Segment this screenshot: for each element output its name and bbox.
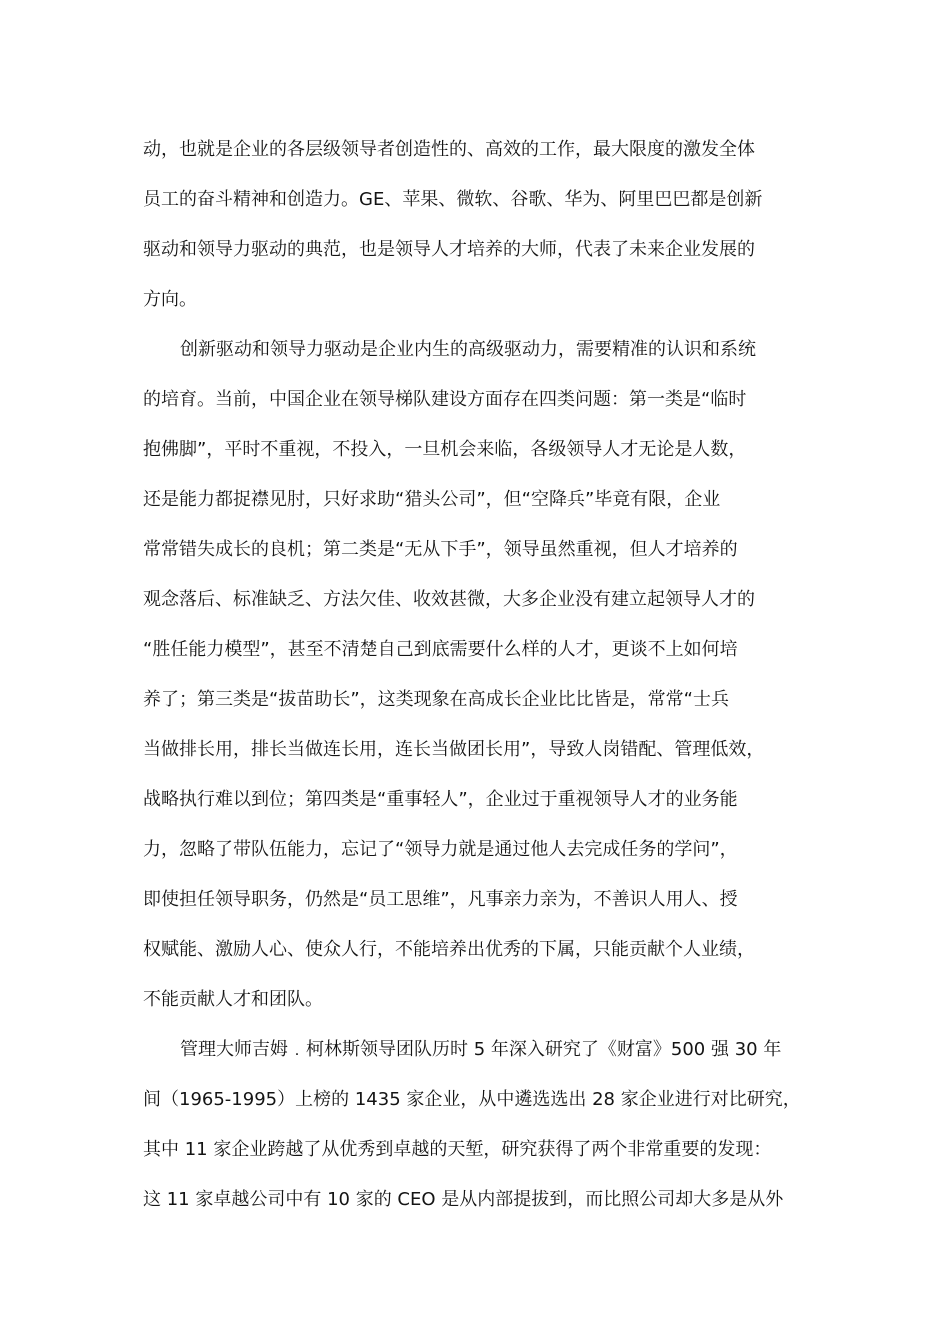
line-text: 的培育。当前，中国企业在领导梯队建设方面存在四类问题：第一类是“临时 bbox=[143, 389, 747, 410]
text-line bbox=[0, 483, 950, 517]
line-text: 间（1965-1995）上榜的 1435 家企业，从中遴选选出 28 家企业进行对比研究， bbox=[143, 1089, 801, 1110]
line-text: 即使担任领导职务，仍然是“员工思维”，凡事亲力亲为，不善识人用人、授 bbox=[143, 889, 738, 910]
line-text: 员工的奋斗精神和创造力。GE、苹果、微软、谷歌、华为、阿里巴巴都是创新 bbox=[143, 189, 763, 210]
text-line bbox=[0, 1183, 950, 1217]
line-text: “胜任能力模型”，甚至不清楚自己到底需要什么样的人才，更谈不上如何培 bbox=[143, 639, 738, 660]
text-line bbox=[0, 283, 950, 317]
line-text: 权赋能、激励人心、使众人行，不能培养出优秀的下属，只能贡献个人业绩， bbox=[143, 939, 755, 960]
text-line bbox=[0, 1133, 950, 1167]
line-text: 管理大师吉姆﹒柯林斯领导团队历时 5 年深入研究了《财富》500 强 30 年 bbox=[180, 1039, 782, 1060]
text-line bbox=[0, 933, 950, 967]
text-line bbox=[0, 1083, 950, 1117]
text-line bbox=[0, 233, 950, 267]
line-text: 创新驱动和领导力驱动是企业内生的高级驱动力，需要精准的认识和系统 bbox=[180, 339, 756, 360]
line-text: 抱佛脚”，平时不重视，不投入，一旦机会来临，各级领导人才无论是人数， bbox=[143, 439, 747, 460]
text-line bbox=[0, 783, 950, 817]
line-text: 养了；第三类是“拔苗助长”，这类现象在高成长企业比比皆是，常常“士兵 bbox=[143, 689, 729, 710]
text-line bbox=[0, 433, 950, 467]
line-text: 当做排长用，排长当做连长用，连长当做团长用”，导致人岗错配、管理低效， bbox=[143, 739, 765, 760]
text-line bbox=[0, 983, 950, 1017]
text-line bbox=[0, 583, 950, 617]
line-text: 战略执行难以到位；第四类是“重事轻人”，企业过于重视领导人才的业务能 bbox=[143, 789, 738, 810]
line-text: 常常错失成长的良机；第二类是“无从下手”，领导虽然重视，但人才培养的 bbox=[143, 539, 738, 560]
line-text: 还是能力都捉襟见肘，只好求助“猎头公司”，但“空降兵”毕竟有限，企业 bbox=[143, 489, 721, 510]
line-text: 观念落后、标准缺乏、方法欠佳、收效甚微，大多企业没有建立起领导人才的 bbox=[143, 589, 755, 610]
text-line bbox=[0, 683, 950, 717]
text-line bbox=[0, 1033, 950, 1067]
line-text: 其中 11 家企业跨越了从优秀到卓越的天堑，研究获得了两个非常重要的发现： bbox=[143, 1139, 772, 1160]
text-line bbox=[0, 633, 950, 667]
text-line bbox=[0, 733, 950, 767]
text-line bbox=[0, 383, 950, 417]
line-text: 动，也就是企业的各层级领导者创造性的、高效的工作，最大限度的激发全体 bbox=[143, 139, 755, 160]
line-text: 力，忽略了带队伍能力，忘记了“领导力就是通过他人去完成任务的学问”， bbox=[143, 839, 738, 860]
line-text: 方向。 bbox=[143, 289, 197, 310]
text-line bbox=[0, 133, 950, 167]
text-line bbox=[0, 333, 950, 367]
line-text: 不能贡献人才和团队。 bbox=[143, 989, 323, 1010]
text-line bbox=[0, 533, 950, 567]
text-line bbox=[0, 183, 950, 217]
text-line bbox=[0, 883, 950, 917]
text-line bbox=[0, 833, 950, 867]
line-text: 这 11 家卓越公司中有 10 家的 CEO 是从内部提拔到，而比照公司却大多是从外 bbox=[143, 1189, 784, 1210]
line-text: 驱动和领导力驱动的典范，也是领导人才培养的大师，代表了未来企业发展的 bbox=[143, 239, 755, 260]
